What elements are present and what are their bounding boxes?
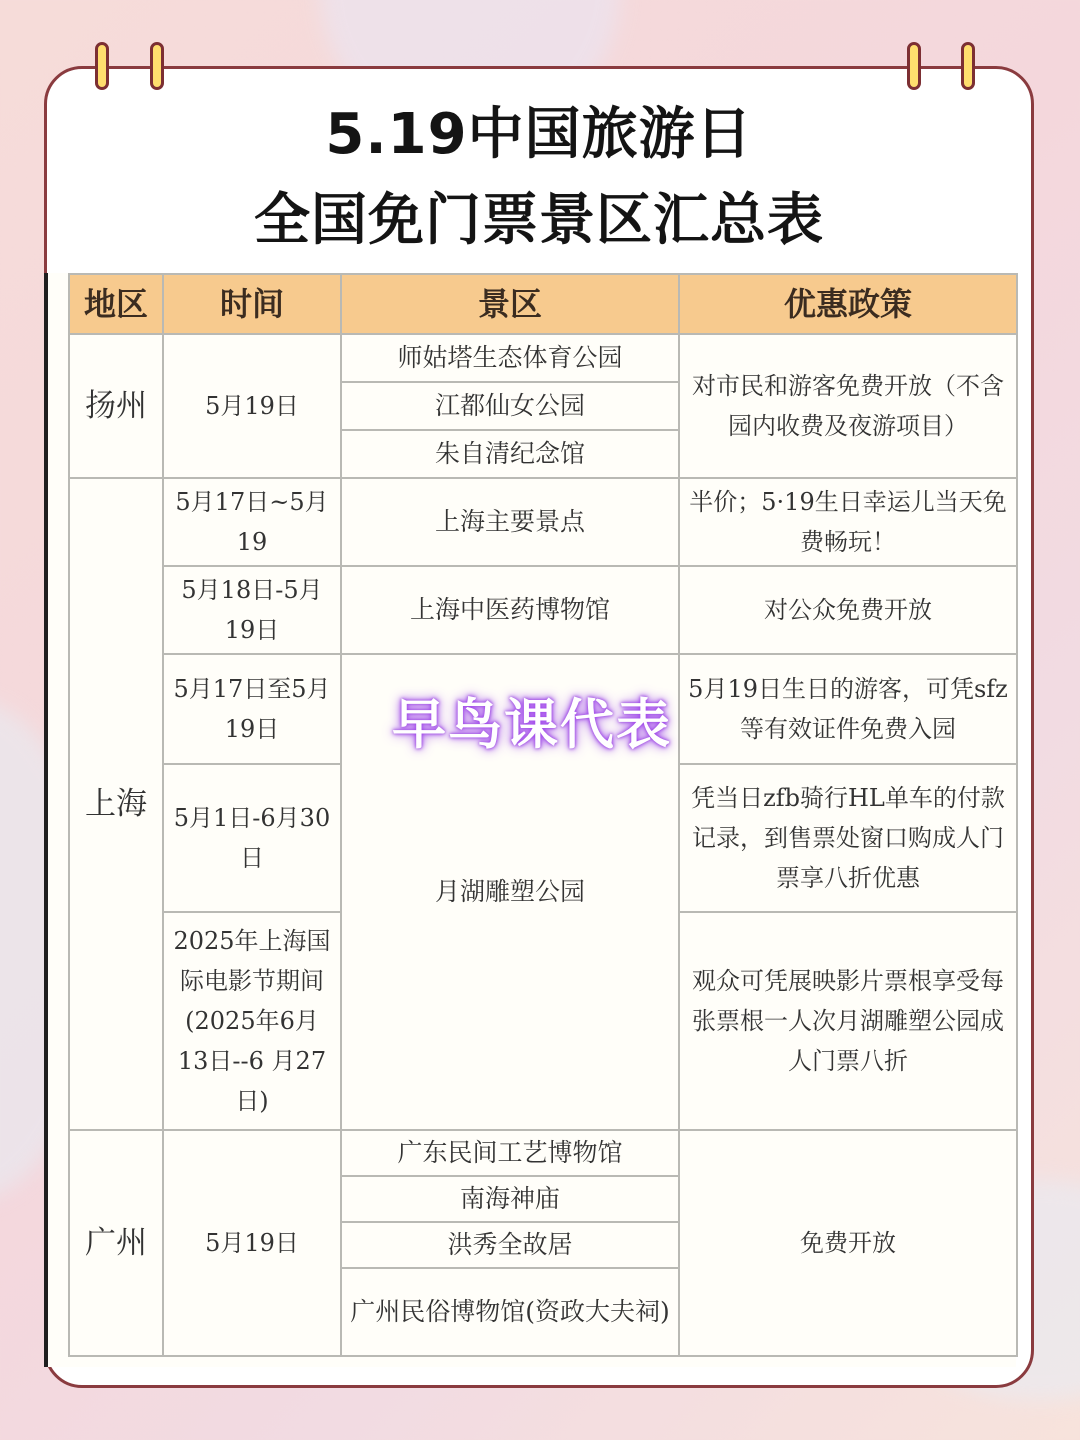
policy-cell: 5月19日生日的游客，可凭sfz等有效证件免费入园 xyxy=(679,654,1017,764)
spot-cell: 上海主要景点 xyxy=(341,478,679,566)
region-cell-yangzhou: 扬州 xyxy=(69,334,163,478)
time-cell: 5月18日-5月19日 xyxy=(163,566,341,654)
binder-ring xyxy=(907,42,921,90)
header-time: 时间 xyxy=(163,274,341,334)
spot-cell: 洪秀全故居 xyxy=(341,1222,679,1268)
policy-cell: 对市民和游客免费开放（不含园内收费及夜游项目） xyxy=(679,334,1017,478)
region-cell-shanghai: 上海 xyxy=(69,478,163,1130)
spot-cell: 师姑塔生态体育公园 xyxy=(341,334,679,382)
spot-cell: 广东民间工艺博物馆 xyxy=(341,1130,679,1176)
watermark-text: 早鸟课代表 xyxy=(392,693,672,756)
table-row xyxy=(69,1130,1017,1176)
free-ticket-table xyxy=(68,273,1018,1357)
binder-ring xyxy=(95,42,109,90)
table-header-row xyxy=(69,274,1017,334)
policy-cell: 对公众免费开放 xyxy=(679,566,1017,654)
time-cell: 5月17日至5月19日 xyxy=(163,654,341,764)
policy-cell: 半价；5·19生日幸运儿当天免费畅玩！ xyxy=(679,478,1017,566)
spot-cell: 广州民俗博物馆(资政大夫祠) xyxy=(341,1268,679,1356)
time-cell: 2025年上海国际电影节期间(2025年6月13日--6 月27日) xyxy=(163,912,341,1130)
spot-cell-merged: 月湖雕塑公园 xyxy=(341,654,679,1130)
title-block xyxy=(47,99,1031,257)
table-row xyxy=(69,334,1017,382)
time-cell: 5月19日 xyxy=(163,1130,341,1356)
table-row xyxy=(69,566,1017,654)
spot-cell: 南海神庙 xyxy=(341,1176,679,1222)
region-cell-guangzhou: 广州 xyxy=(69,1130,163,1356)
policy-cell: 免费开放 xyxy=(679,1130,1017,1356)
spot-cell: 上海中医药博物馆 xyxy=(341,566,679,654)
title-line-1: 5.19中国旅游日 xyxy=(315,99,762,171)
scanned-table-sheet xyxy=(44,273,1016,1367)
time-cell: 5月19日 xyxy=(163,334,341,478)
spot-cell: 江都仙女公园 xyxy=(341,382,679,430)
binder-ring xyxy=(961,42,975,90)
header-policy: 优惠政策 xyxy=(679,274,1017,334)
time-cell: 5月1日-6月30日 xyxy=(163,764,341,912)
header-spot: 景区 xyxy=(341,274,679,334)
policy-cell: 观众可凭展映影片票根享受每张票根一人次月湖雕塑公园成人门票八折 xyxy=(679,912,1017,1130)
spot-cell: 朱自清纪念馆 xyxy=(341,430,679,478)
binder-ring xyxy=(150,42,164,90)
time-cell: 5月17日~5月19 xyxy=(163,478,341,566)
title-line-2: 全国免门票景区汇总表 xyxy=(244,185,834,257)
header-region: 地区 xyxy=(69,274,163,334)
policy-cell: 凭当日zfb骑行HL单车的付款记录，到售票处窗口购成人门票享八折优惠 xyxy=(679,764,1017,912)
table-row xyxy=(69,478,1017,566)
